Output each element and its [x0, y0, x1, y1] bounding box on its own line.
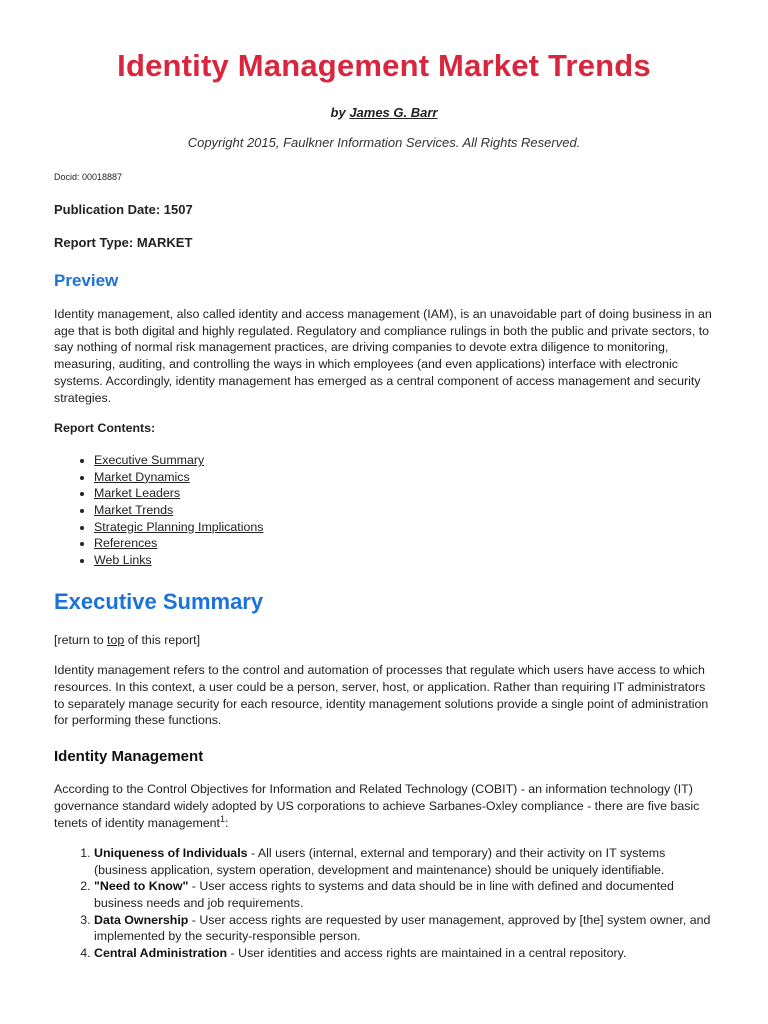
docid: Docid: 00018887	[54, 172, 123, 182]
list-item	[94, 945, 714, 962]
document-title: Identity Management Market Trends	[117, 48, 651, 83]
tenet-desc: - All users (internal, external and temporary) and their activity on IT systems (business application, system operation, development and maintenance) should be uniquely identifiable.	[94, 846, 666, 877]
list-item	[94, 519, 714, 536]
intro-text: According to the Control Objectives for Information and Related Technology (COBIT) - an information technology (IT) governance standard widely adopted by US corporations to achieve Sarbanes-Oxley compliance - there are five basic tenets of identity management	[54, 782, 700, 830]
list-item	[94, 552, 714, 569]
top-link[interactable]: top	[107, 633, 125, 648]
executive-summary-text: Identity management refers to the control and automation of processes that regulate which users have access to which resources. In this context, a user could be a person, server, host, or application. Rather than requiring IT administrators to separately manage security for each resource, identity management solutions provide a single point of administration for performing these functions.	[54, 663, 709, 728]
author-link[interactable]: James G. Barr	[349, 105, 438, 120]
list-item	[94, 535, 714, 552]
report-contents-list	[54, 452, 714, 568]
tenets-list	[54, 845, 714, 961]
list-item	[94, 502, 714, 519]
toc-link-market-trends[interactable]: Market Trends	[94, 503, 174, 517]
toc-link-market-leaders[interactable]: Market Leaders	[94, 486, 181, 501]
return-prefix: [return to	[54, 633, 108, 648]
list-item	[94, 878, 714, 911]
return-suffix: of this report]	[124, 633, 201, 648]
tenet-desc: - User access rights are requested by user management, approved by [the] system owner, and implemented by the security-responsible person.	[94, 912, 711, 944]
list-item	[94, 912, 714, 945]
return-to-top	[54, 632, 714, 648]
tenet-term: Central Administration	[94, 945, 228, 960]
footnote-marker[interactable]: 1	[220, 813, 226, 824]
list-item	[94, 469, 714, 486]
toc-link-strategic-planning[interactable]: Strategic Planning Implications	[94, 519, 264, 534]
report-contents-heading: Report Contents:	[54, 421, 156, 436]
toc-link-references[interactable]: References	[94, 536, 158, 551]
toc-link-executive-summary[interactable]: Executive Summary	[94, 453, 205, 468]
preview-text: Identity management, also called identity and access management (IAM), is an unavoidable part of doing business in an age that is both digital and highly regulated. Regulatory and compliance rulings in both the public and private sectors, to say nothing of normal risk management practices, are driving companies to devote extra diligence to monitoring, measuring, auditing, and controlling the ways in which employees (and even applications) interface with electronic systems. Accordingly, identity management has emerged as a central component of access management and security strategies.	[54, 307, 712, 405]
identity-management-heading: Identity Management	[54, 748, 204, 766]
list-item	[94, 452, 714, 469]
identity-management-intro	[54, 781, 714, 831]
tenet-desc: - User access rights to systems and data should be in line with defined and documented business needs and job requirements.	[94, 879, 674, 911]
intro-end: :	[225, 815, 229, 830]
byline-prefix: by	[330, 105, 350, 120]
tenet-desc: - User identities and access rights are maintained in a central repository.	[227, 945, 627, 960]
toc-link-market-dynamics[interactable]: Market Dynamics	[94, 469, 190, 484]
copyright-notice: Copyright 2015, Faulkner Information Services. All Rights Reserved.	[187, 135, 581, 150]
tenet-term: Uniqueness of Individuals	[94, 846, 248, 861]
preview-heading: Preview	[54, 271, 119, 290]
tenet-term: "Need to Know"	[94, 879, 189, 894]
toc-link-web-links[interactable]: Web Links	[94, 552, 152, 567]
publication-date: Publication Date: 1507	[54, 202, 193, 217]
report-type: Report Type: MARKET	[54, 235, 193, 250]
byline	[54, 105, 714, 121]
list-item	[94, 845, 714, 878]
executive-summary-heading: Executive Summary	[54, 589, 264, 615]
list-item	[94, 485, 714, 502]
tenet-term: Data Ownership	[94, 912, 189, 927]
